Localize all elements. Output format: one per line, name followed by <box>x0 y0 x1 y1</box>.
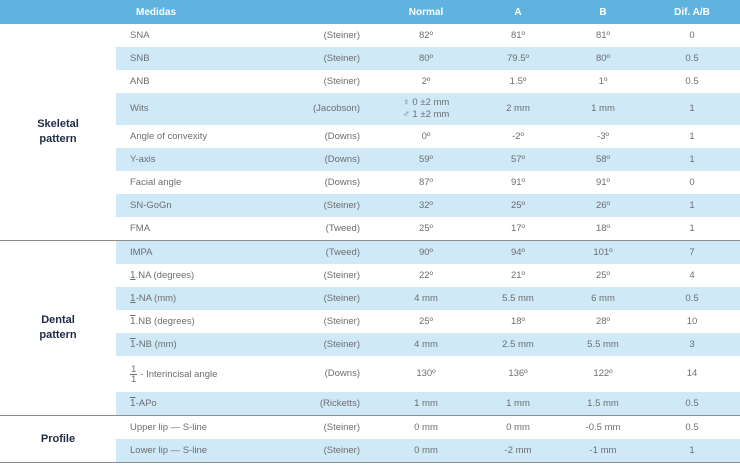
diff-cell: 0 <box>689 176 695 188</box>
wits-normal-stack <box>403 97 450 121</box>
group-skeletal <box>0 24 116 241</box>
group-skeletal-label: Skeletal pattern <box>37 118 79 145</box>
table-row <box>0 241 740 265</box>
measure-cell: Lower lip — S-line <box>116 439 244 463</box>
lower-incisor-symbol: 1 <box>130 397 136 409</box>
diff-cell: 1 <box>644 217 740 241</box>
diff-cell: 0.5 <box>685 75 699 87</box>
measure-text: .NB (degrees) <box>135 315 195 327</box>
b-cell: 25º <box>595 269 611 281</box>
measure-cell: Y-axis <box>116 148 244 171</box>
b-cell: 81º <box>595 29 611 41</box>
b-cell: 80º <box>562 47 644 70</box>
author-cell: (Jacobson) <box>244 93 378 125</box>
a-cell: 18º <box>510 315 526 327</box>
a-cell: 57º <box>474 148 562 171</box>
measure-cell: ANB <box>130 75 150 87</box>
diff-cell: 0.5 <box>644 287 740 310</box>
a-cell: -2º <box>512 130 524 142</box>
a-cell: 91º <box>510 176 526 188</box>
a-cell: 1 mm <box>474 392 562 416</box>
normal-cell: 25º <box>378 217 474 241</box>
diff-cell: 1 <box>644 148 740 171</box>
b-cell: -0.5 mm <box>585 421 621 433</box>
header-author <box>244 0 378 24</box>
measure-cell: Upper lip — S-line <box>130 421 208 433</box>
table-row <box>0 416 740 440</box>
group-dental <box>0 241 116 416</box>
group-dental-label: Dental pattern <box>39 314 77 341</box>
measure-cell: IMPA <box>116 241 244 265</box>
header-normal: Normal <box>378 0 474 24</box>
a-cell: 94º <box>474 241 562 265</box>
normal-cell: 32º <box>378 194 474 217</box>
measure-text: -APo <box>135 397 157 409</box>
b-cell: 1.5 mm <box>562 392 644 416</box>
wits-normal-male: ♂ 1 ±2 mm <box>402 109 450 120</box>
a-cell: 2.5 mm <box>474 333 562 356</box>
normal-cell: 22º <box>418 269 434 281</box>
normal-cell: 59º <box>378 148 474 171</box>
author-cell: (Steiner) <box>244 194 378 217</box>
diff-cell: 1 <box>644 439 740 463</box>
author-cell: (Steiner) <box>244 333 378 356</box>
normal-cell: 90º <box>378 241 474 265</box>
author-cell: (Downs) <box>324 130 360 142</box>
normal-cell: 4 mm <box>378 287 474 310</box>
b-cell: 101º <box>562 241 644 265</box>
measure-cell <box>116 287 244 310</box>
author-cell: (Tweed) <box>244 241 378 265</box>
normal-cell: 87º <box>418 176 434 188</box>
header-group <box>0 0 116 24</box>
author-cell: (Steiner) <box>244 439 378 463</box>
a-cell: 1.5º <box>509 75 527 87</box>
upper-incisor-symbol: 1 <box>130 292 136 304</box>
normal-cell: 0º <box>421 130 431 142</box>
normal-cell: 1 mm <box>378 392 474 416</box>
author-cell: (Downs) <box>244 148 378 171</box>
diff-cell: 14 <box>686 368 698 379</box>
author-cell: (Steiner) <box>323 421 360 433</box>
author-cell: (Tweed) <box>244 217 378 241</box>
diff-cell: 10 <box>686 315 698 327</box>
b-cell: 58º <box>562 148 644 171</box>
b-cell: 5.5 mm <box>562 333 644 356</box>
author-cell: (Steiner) <box>244 287 378 310</box>
normal-cell: 2º <box>421 75 431 87</box>
diff-cell: 4 <box>689 269 695 281</box>
b-cell: 122º <box>593 368 613 379</box>
measure-cell: FMA <box>116 217 244 241</box>
a-cell: -2 mm <box>474 439 562 463</box>
normal-cell: 80º <box>378 47 474 70</box>
measure-cell <box>116 356 244 392</box>
measure-text: -NB (mm) <box>135 338 177 350</box>
author-cell: (Downs) <box>324 176 360 188</box>
measure-cell: Wits <box>116 93 244 125</box>
measure-cell: SNB <box>116 47 244 70</box>
header-a: A <box>474 0 562 24</box>
a-cell: 5.5 mm <box>474 287 562 310</box>
normal-cell: 0 mm <box>378 439 474 463</box>
header-row <box>0 0 740 24</box>
a-cell: 79.5º <box>474 47 562 70</box>
diff-cell: 1 <box>644 194 740 217</box>
b-cell: 18º <box>562 217 644 241</box>
b-cell: -1 mm <box>562 439 644 463</box>
a-cell: 81º <box>510 29 526 41</box>
group-profile <box>0 416 116 463</box>
fraction-top: 1 <box>131 363 137 375</box>
normal-cell: 4 mm <box>378 333 474 356</box>
b-cell: 1º <box>598 75 608 87</box>
b-cell: 6 mm <box>562 287 644 310</box>
table-row <box>0 24 740 47</box>
a-cell: 136º <box>508 368 528 379</box>
diff-cell: 0.5 <box>644 47 740 70</box>
author-cell: (Steiner) <box>323 75 360 87</box>
fraction-bottom: 1 <box>131 373 137 385</box>
measure-text: - Interincisal angle <box>140 368 218 380</box>
b-cell: 26º <box>562 194 644 217</box>
measure-cell <box>116 333 244 356</box>
measure-cell <box>116 264 244 287</box>
diff-cell: 1 <box>689 130 695 142</box>
diff-cell: 0.5 <box>644 392 740 416</box>
header-measure: Medidas <box>116 0 244 24</box>
measure-cell: SNA <box>130 29 150 41</box>
b-cell: 28º <box>595 315 611 327</box>
a-cell: 17º <box>474 217 562 241</box>
author-cell: (Steiner) <box>323 29 360 41</box>
group-profile-label: Profile <box>40 432 76 445</box>
measure-cell <box>116 392 244 416</box>
measure-cell: Angle of convexity <box>130 130 208 142</box>
a-cell: 0 mm <box>506 421 530 433</box>
lower-incisor-symbol: 1 <box>130 315 136 327</box>
header-diff: Dif. A/B <box>644 0 740 24</box>
wits-normal-female: ♀ 0 ±2 mm <box>402 97 450 108</box>
measure-cell: Facial angle <box>130 176 182 188</box>
header-b: B <box>562 0 644 24</box>
measure-cell <box>116 310 244 333</box>
measure-cell: SN-GoGn <box>116 194 244 217</box>
author-cell: (Steiner) <box>323 269 360 281</box>
author-cell: (Ricketts) <box>244 392 378 416</box>
normal-cell: 82º <box>418 29 434 41</box>
author-cell: (Downs) <box>324 368 360 379</box>
author-cell: (Steiner) <box>323 315 360 327</box>
measure-text: -NA (mm) <box>135 292 177 304</box>
diff-cell: 0 <box>689 29 695 41</box>
diff-cell: 1 <box>644 93 740 125</box>
b-cell: 1 mm <box>562 93 644 125</box>
a-cell: 21º <box>510 269 526 281</box>
a-cell: 2 mm <box>474 93 562 125</box>
interincisal-fraction <box>130 365 137 384</box>
normal-cell: 0 mm <box>414 421 438 433</box>
a-cell: 25º <box>474 194 562 217</box>
upper-incisor-symbol: 1 <box>130 269 136 281</box>
b-cell: 91º <box>595 176 611 188</box>
measure-text: .NA (degrees) <box>135 269 195 281</box>
normal-cell: 25º <box>418 315 434 327</box>
author-cell: (Steiner) <box>244 47 378 70</box>
diff-cell: 7 <box>644 241 740 265</box>
diff-cell: 0.5 <box>685 421 699 433</box>
normal-cell <box>378 93 474 125</box>
normal-cell: 130º <box>416 368 436 379</box>
b-cell: -3º <box>597 130 609 142</box>
diff-cell: 3 <box>644 333 740 356</box>
lower-incisor-symbol: 1 <box>130 338 136 350</box>
